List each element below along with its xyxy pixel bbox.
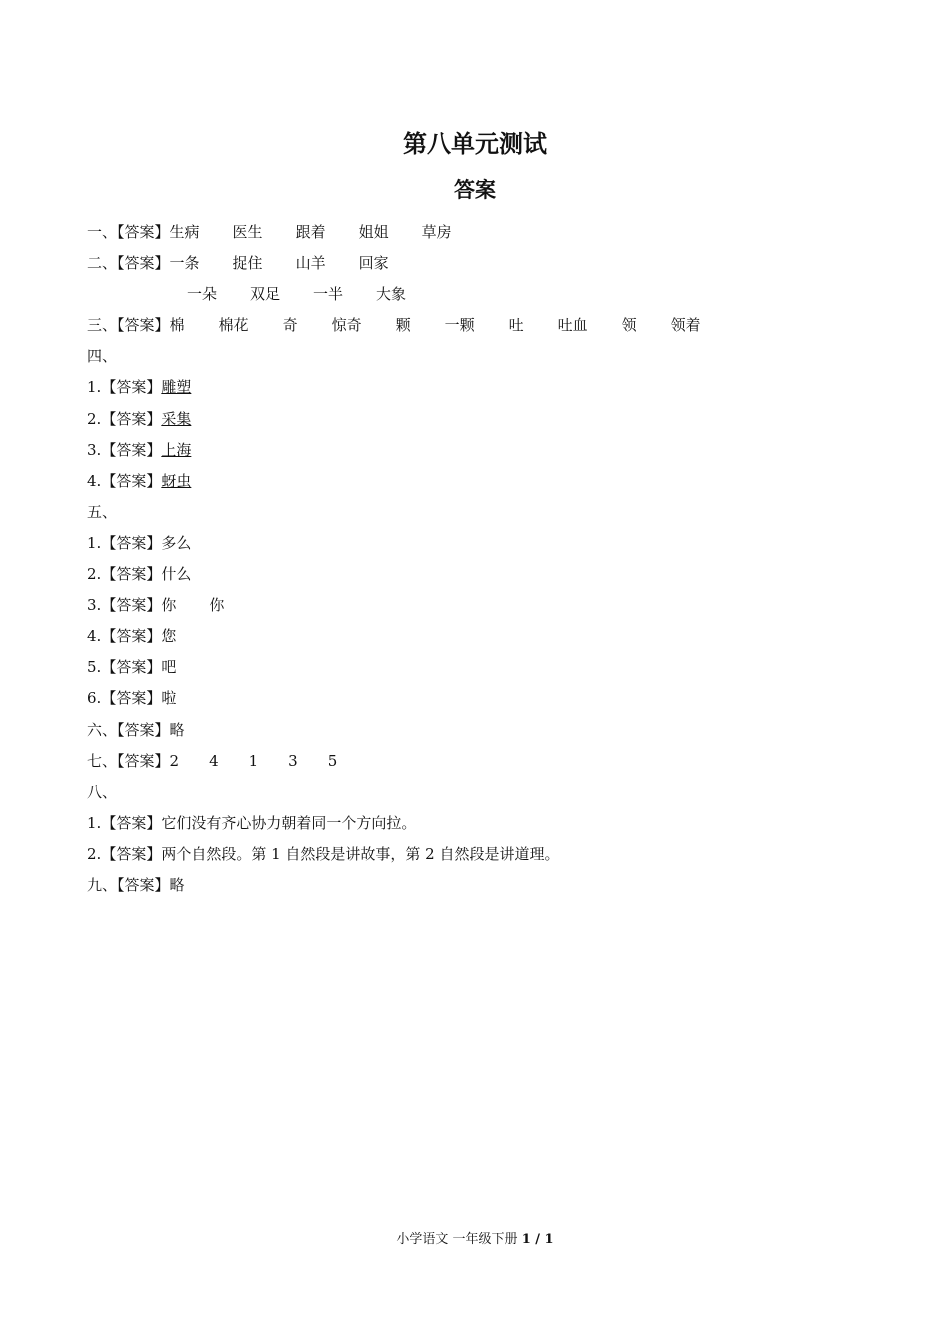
answer-text: 两个自然段。第 1 自然段是讲故事，第 2 自然段是讲道理。: [161, 844, 560, 863]
question-number: 5.: [87, 658, 102, 677]
section-label: 七、: [87, 751, 118, 770]
answer-text: 雕塑: [161, 378, 192, 397]
question-number: 3.: [87, 596, 102, 615]
answer-tag: 【答案】: [117, 254, 170, 273]
answer-word: 一朵: [187, 285, 218, 304]
answer-tag: 【答案】: [101, 533, 162, 552]
section-7: [87, 746, 867, 777]
answer-word: 吐: [508, 316, 524, 335]
question-item: [87, 621, 867, 652]
question-item: [87, 404, 867, 435]
answer-word: 棉: [169, 316, 185, 335]
question-item: [87, 652, 867, 683]
question-item: [87, 590, 867, 621]
question-item: [87, 683, 867, 714]
answer-tag: 【答案】: [101, 627, 162, 646]
section-label: 六、: [87, 720, 118, 739]
page-subtitle: 答案: [454, 178, 496, 202]
order-number: 5: [327, 751, 338, 770]
answer-word: 领着: [670, 316, 701, 335]
answer-word: 一条: [169, 254, 200, 273]
section-9: [87, 870, 867, 901]
answer-word: 草房: [421, 223, 452, 241]
answer-word: 生病: [169, 223, 200, 241]
answer-text: 采集: [161, 409, 192, 428]
answer-tag: 【答案】: [101, 844, 162, 863]
answer-text: 什么: [161, 565, 192, 584]
section-label: 一、: [87, 223, 118, 241]
answer-text: 啦: [161, 689, 177, 708]
answer-word: 吐血: [557, 316, 588, 335]
question-item: [87, 528, 867, 559]
section-1: [87, 217, 867, 248]
answer-word: 捉住: [232, 254, 263, 273]
section-4: 四、: [87, 347, 118, 366]
question-item: [87, 372, 867, 403]
question-item: [87, 808, 867, 839]
section-label: 三、: [87, 316, 118, 335]
answer-text: 它们没有齐心协力朝着同一个方向拉。: [161, 813, 417, 832]
answer-tag: 【答案】: [117, 316, 170, 335]
question-item: [87, 435, 867, 466]
answer-word: 跟着: [295, 223, 326, 241]
answer-content: [87, 217, 867, 901]
answer-tag: 【答案】: [101, 378, 162, 397]
answer-tag: 【答案】: [117, 751, 170, 770]
page-title: 第八单元测试: [403, 130, 547, 158]
page-number: 1 / 1: [521, 1232, 554, 1247]
order-number: 3: [288, 751, 298, 770]
section-2: [87, 248, 867, 279]
answer-tag: 【答案】: [117, 720, 170, 739]
section-8: 八、: [87, 782, 118, 801]
question-item: [87, 559, 867, 590]
footer-text: 小学语文 一年级下册: [396, 1232, 518, 1247]
section-2-row-2: [87, 279, 867, 310]
question-number: 2.: [87, 844, 102, 863]
section-label: 二、: [87, 254, 118, 273]
question-number: 6.: [87, 689, 102, 708]
answer-word: 双足: [250, 285, 281, 304]
page-footer: [0, 1228, 950, 1247]
question-number: 1.: [87, 813, 102, 832]
question-number: 1.: [87, 378, 102, 397]
answer-tag: 【答案】: [101, 471, 162, 490]
answer-tag: 【答案】: [101, 565, 162, 584]
answer-text: 略: [169, 720, 185, 739]
section-5: 五、: [87, 502, 118, 521]
answer-tag: 【答案】: [101, 689, 162, 708]
answer-tag: 【答案】: [101, 440, 162, 459]
question-number: 2.: [87, 409, 102, 428]
question-number: 4.: [87, 627, 102, 646]
answer-tag: 【答案】: [101, 409, 162, 428]
section-6: [87, 715, 867, 746]
question-item: [87, 466, 867, 497]
answer-tag: 【答案】: [101, 658, 162, 677]
answer-word: 颗: [395, 316, 411, 335]
answer-word: 惊奇: [331, 316, 362, 335]
answer-tag: 【答案】: [101, 596, 162, 615]
answer-word: 大象: [376, 285, 407, 304]
question-number: 4.: [87, 471, 102, 490]
answer-text: 吧: [161, 658, 177, 677]
answer-text: 蚜虫: [161, 471, 192, 490]
order-number: 1: [248, 751, 259, 770]
order-number: 4: [209, 751, 219, 770]
answer-word: 领: [621, 316, 637, 335]
section-label: 九、: [87, 875, 118, 894]
answer-text: 多么: [161, 533, 192, 552]
answer-text: 你: [209, 596, 225, 615]
answer-tag: 【答案】: [117, 223, 170, 241]
answer-text: 您: [161, 627, 177, 646]
answer-word: 一颗: [444, 316, 475, 335]
question-item: [87, 839, 867, 870]
answer-tag: 【答案】: [101, 813, 162, 832]
question-number: 3.: [87, 440, 102, 459]
order-number: 2: [169, 751, 180, 770]
answer-word: 医生: [232, 223, 263, 241]
question-number: 2.: [87, 565, 102, 584]
answer-word: 回家: [358, 254, 389, 273]
answer-text: 你: [161, 596, 177, 615]
answer-word: 山羊: [295, 254, 326, 273]
answer-word: 一半: [313, 285, 344, 304]
answer-text: 略: [169, 875, 185, 894]
section-3: [87, 310, 867, 341]
answer-word: 奇: [282, 316, 298, 335]
answer-word: 姐姐: [358, 223, 389, 241]
answer-tag: 【答案】: [117, 875, 170, 894]
answer-text: 上海: [161, 440, 192, 459]
question-number: 1.: [87, 533, 102, 552]
answer-word: 棉花: [218, 316, 249, 335]
